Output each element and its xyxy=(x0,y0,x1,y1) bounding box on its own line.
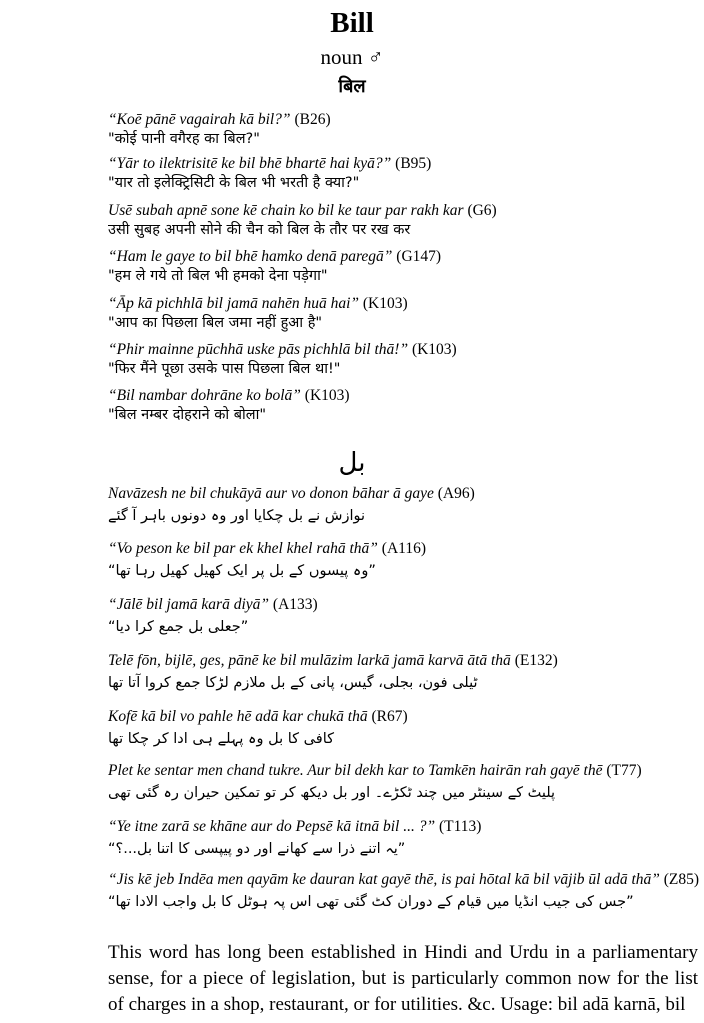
hindi-example xyxy=(108,294,698,333)
transliteration: “Ham le gaye to bil bhē hamko denā paregā” (G147) xyxy=(108,248,442,265)
transliteration: “Koē pānē vagairah kā bil?” (B26) xyxy=(108,111,331,128)
urdu-text: ”یہ اتنے ذرا سے کھانے اور دو پیپسی کا اتنا بل...؟“ xyxy=(108,841,406,857)
transliteration: “Ye itne zarā se khāne aur do Pepsē kā itnā bil ... ?” (T113) xyxy=(108,818,482,835)
hindi-text: "यार तो इलेक्ट्रिसिटी के बिल भी भरती है क्या?" xyxy=(108,175,360,191)
hindi-text: "कोई पानी वगैरह का बिल?" xyxy=(108,131,260,147)
urdu-example xyxy=(108,595,700,640)
transliteration: Kofē kā bil vo pahle hē adā kar chukā thā (R67) xyxy=(108,708,408,725)
urdu-text: پلیٹ کے سینٹر میں چند ٹکڑے۔ اور بل دیکھ کر تو تمکین حیران رہ گئی تھی xyxy=(108,785,556,801)
part-of-speech: noun ♂ xyxy=(320,45,384,69)
hindi-text: "बिल नम्बर दोहराने को बोला" xyxy=(108,407,267,423)
urdu-text: نوازش نے بل چکایا اور وہ دونوں باہر آ گئے xyxy=(108,508,366,524)
transliteration: “Jālē bil jamā karā diyā” (A133) xyxy=(108,596,318,613)
urdu-example xyxy=(108,707,700,752)
transliteration: “Yār to ilektrisitē ke bil bhē bhartē hai kyā?” (B95) xyxy=(108,155,432,172)
devanagari-headword: बिल xyxy=(338,76,366,97)
hindi-text: "हम ले गये तो बिल भी हमको देना पड़ेगा" xyxy=(108,268,328,284)
hindi-text: उसी सुबह अपनी सोने की चैन को बिल के तौर पर रख कर xyxy=(108,222,411,238)
transliteration: Usē subah apnē sone kē chain ko bil ke taur par rakh kar (G6) xyxy=(108,202,497,219)
hindi-example xyxy=(108,340,698,379)
transliteration: Telē fōn, bijlē, ges, pānē ke bil mulāzim larkā jamā karvā ātā thā (E132) xyxy=(108,652,558,669)
urdu-text: کافی کا بل وہ پہلے ہی ادا کر چکا تھا xyxy=(108,731,335,747)
transliteration: “Bil nambar dohrāne ko bolā” (K103) xyxy=(108,387,350,404)
urdu-example xyxy=(108,539,700,584)
hindi-example xyxy=(108,110,698,149)
transliteration: Plet ke sentar men chand tukre. Aur bil dekh kar to Tamkēn hairān rah gayē thē (T77) xyxy=(108,762,642,779)
urdu-example xyxy=(108,761,700,806)
transliteration: “Āp kā pichhlā bil jamā nahēn huā hai” (K103) xyxy=(108,295,408,312)
urdu-text: ”جس کی جیب انڈیا میں قیام کے دوران کٹ گئی تھی اس پہ ہوٹل کا بل واجب الادا تھا“ xyxy=(108,894,634,910)
transliteration: Navāzesh ne bil chukāyā aur vo donon bāhar ā gaye (A96) xyxy=(108,485,475,502)
urdu-text: ”وہ پیسوں کے بل پر ایک کھیل کھیل رہا تھا“ xyxy=(108,563,376,579)
usage-note: This word has long been established in Hindi and Urdu in a parliamentary sense, for a piece of legislation, but is particularly common now for the list of charges in a shop, restaurant, or for utilities. &c. Usage: bil adā karnā, bil xyxy=(108,942,698,1015)
transliteration: “Vo peson ke bil par ek khel khel rahā thā” (A116) xyxy=(108,540,426,557)
hindi-example xyxy=(108,386,698,425)
headword: Bill xyxy=(330,7,374,39)
urdu-example xyxy=(108,484,700,529)
urdu-headword: بل xyxy=(338,448,366,478)
hindi-text: "आप का पिछला बिल जमा नहीं हुआ है" xyxy=(108,315,323,331)
urdu-example xyxy=(108,651,700,696)
transliteration: “Phir mainne pūchhā uske pās pichhlā bil thā!” (K103) xyxy=(108,341,457,358)
hindi-example xyxy=(108,201,698,240)
urdu-text: ”جعلی بل جمع کرا دیا“ xyxy=(108,619,249,635)
urdu-text: ٹیلی فون، بجلی، گیس، پانی کے بل ملازم لڑکا جمع کروا آتا تھا xyxy=(108,675,478,691)
transliteration: “Jis kē jeb Indēa men qayām ke dauran kat gayē thē, is pai hōtal kā bil vājib ūl adā thā” (Z85) xyxy=(108,871,700,888)
hindi-text: "फिर मैंने पूछा उसके पास पिछला बिल था!" xyxy=(108,361,341,377)
urdu-example xyxy=(108,870,700,915)
hindi-example xyxy=(108,154,698,193)
hindi-example xyxy=(108,247,698,286)
urdu-example xyxy=(108,817,700,862)
